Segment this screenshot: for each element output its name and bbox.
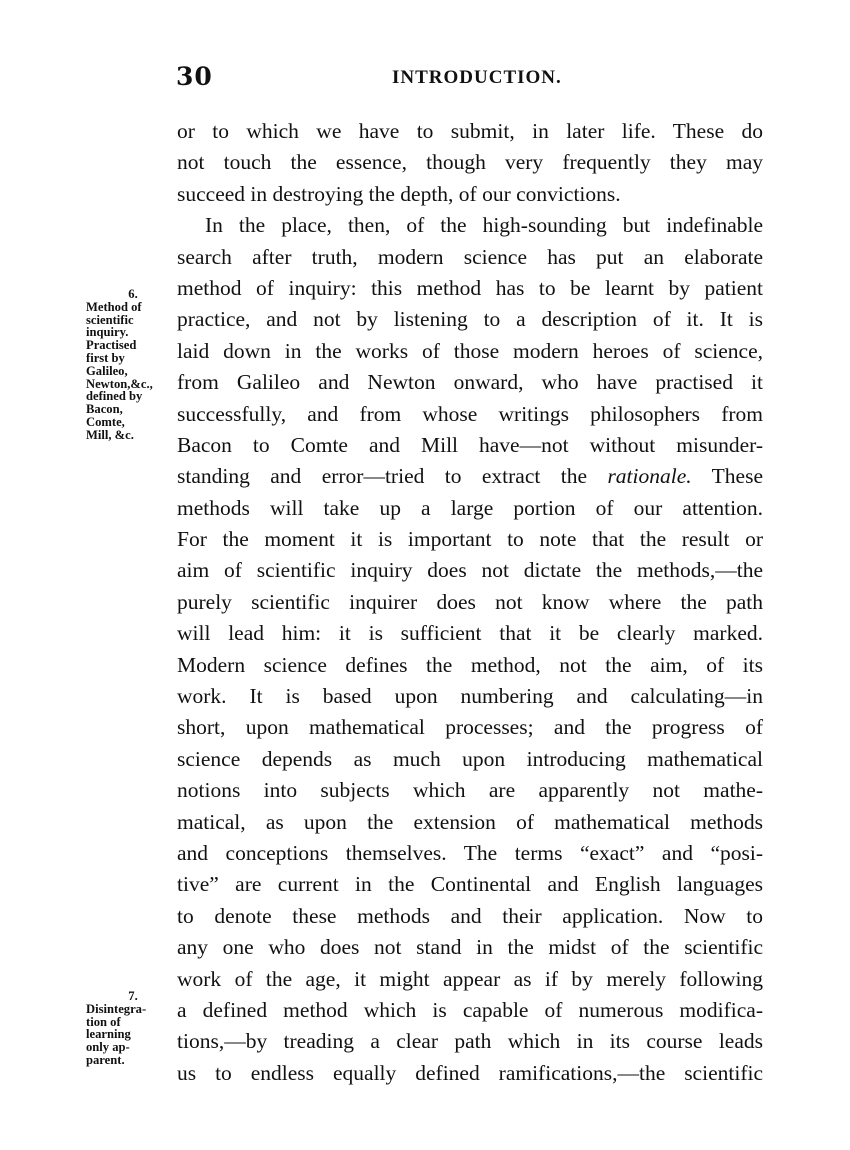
text-line: not touch the essence, though very frequently they may (177, 150, 763, 175)
text-line: will lead him: it is sufficient that it be clearly marked. (177, 621, 763, 646)
sidenote-line: Newton,&c., (86, 376, 153, 391)
page-number: 30 (176, 62, 213, 91)
sidenote-line: first by (86, 350, 125, 365)
sidenote-number: 6. (128, 287, 138, 301)
text-line: us to endless equally defined ramifications,—the scientific (177, 1060, 763, 1085)
text-line: work. It is based upon numbering and calculating—in (177, 684, 763, 709)
text-line: practice, and not by listening to a description of it. It is (177, 307, 763, 332)
text-line-with-italic (177, 461, 763, 492)
sidenote-line: Comte, (86, 414, 125, 429)
text-line: any one who does not stand in the midst of the scientific (177, 935, 763, 960)
text-line: For the moment it is important to note that the result or (177, 527, 763, 552)
text-line: and conceptions themselves. The terms “exact” and “posi- (177, 840, 763, 865)
text-line: Bacon to Comte and Mill have—not without misunder- (177, 432, 763, 457)
text-line: notions into subjects which are apparently not mathe- (177, 778, 763, 803)
italic-word: rationale. (607, 464, 692, 489)
sidenote-line: Method of (86, 299, 142, 314)
sidenote-line: tion of (86, 1014, 121, 1029)
text-line: from Galileo and Newton onward, who have practised it (177, 370, 763, 395)
sidenote-6 (86, 288, 166, 442)
text-line: work of the age, it might appear as if by merely following (177, 966, 763, 991)
sidenote-line: inquiry. (86, 325, 129, 340)
text-line: science depends as much upon introducing mathematical (177, 746, 763, 771)
sidenote-line: Disintegra- (86, 1001, 147, 1016)
sidenote-line: Mill, &c. (86, 427, 134, 442)
sidenote-number: 7. (128, 989, 138, 1003)
text-line: Modern science defines the method, not the aim, of its (177, 652, 763, 677)
sidenote-line: parent. (86, 1052, 125, 1067)
text-line: In the place, then, of the high-sounding but indefinable (205, 213, 763, 238)
sidenote-line: scientific (86, 312, 134, 327)
text-line: to denote these methods and their application. Now to (177, 903, 763, 928)
text-line: purely scientific inquirer does not know where the path (177, 589, 763, 614)
text-segment: standing and error—tried to extract the (177, 464, 588, 489)
running-head: INTRODUCTION. (392, 67, 562, 88)
text-line: matical, as upon the extension of mathematical methods (177, 809, 763, 834)
text-line: aim of scientific inquiry does not dictate the methods,—the (177, 558, 763, 583)
sidenote-line: Practised (86, 338, 137, 353)
text-line: successfully, and from whose writings philosophers from (177, 401, 763, 426)
text-line: a defined method which is capable of numerous modifica- (177, 997, 763, 1022)
text-line: method of inquiry: this method has to be learnt by patient (177, 275, 763, 300)
sidenote-line: defined by (86, 389, 143, 404)
text-line: laid down in the works of those modern heroes of science, (177, 338, 763, 363)
sidenote-7 (86, 990, 166, 1067)
sidenote-line: only ap- (86, 1040, 130, 1055)
sidenote-line: Galileo, (86, 363, 128, 378)
text-line: methods will take up a large portion of our attention. (177, 495, 763, 520)
text-line: search after truth, modern science has put an elaborate (177, 244, 763, 269)
text-line: tive” are current in the Continental and English languages (177, 872, 763, 897)
text-line: succeed in destroying the depth, of our convictions. (177, 181, 621, 206)
sidenote-line: Bacon, (86, 402, 123, 417)
body-text (177, 116, 763, 1089)
text-line: short, upon mathematical processes; and the progress of (177, 715, 763, 740)
text-line: tions,—by treading a clear path which in its course leads (177, 1029, 763, 1054)
sidenote-line: learning (86, 1027, 131, 1042)
text-segment: These (711, 464, 764, 489)
text-line: or to which we have to submit, in later life. These do (177, 119, 763, 143)
